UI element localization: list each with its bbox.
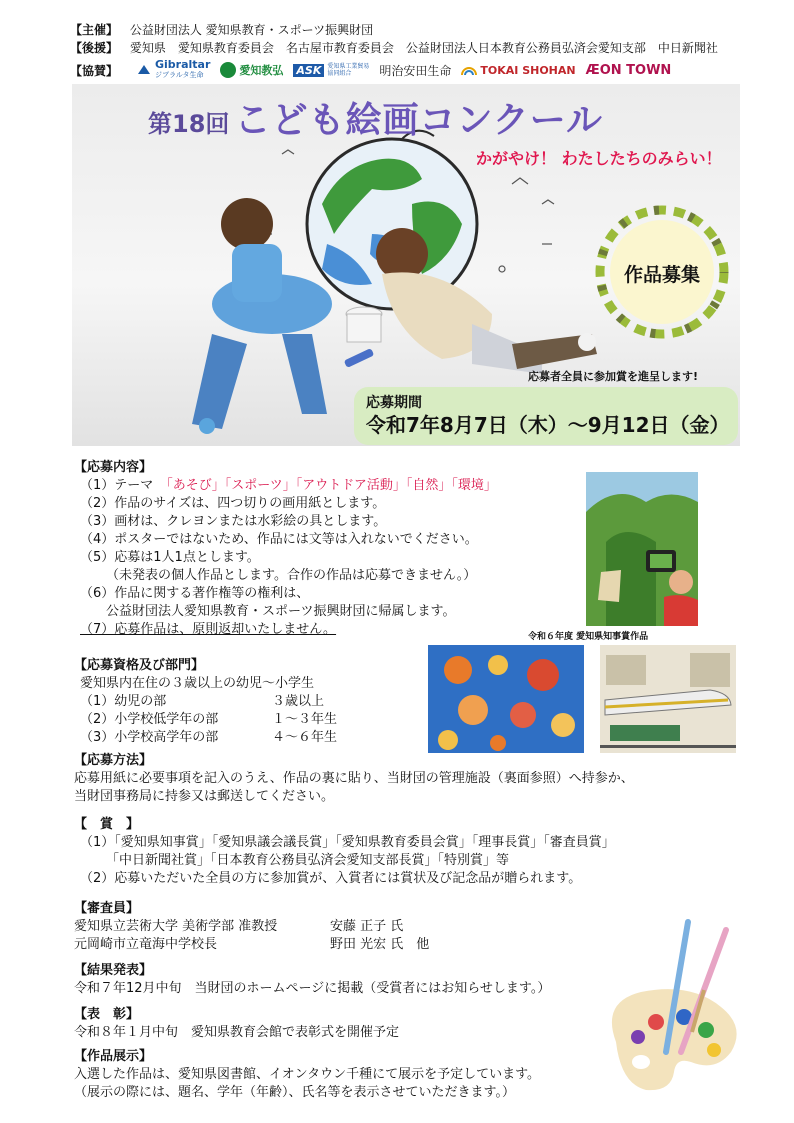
exhibition-line: 入選した作品は、愛知県図書館、イオンタウン千種にて展示を予定しています。 bbox=[74, 1067, 541, 1082]
judge-title: 愛知県立芸術大学 美術学部 准教授 bbox=[74, 919, 278, 934]
content-item: （7）応募作品は、原則返却いたしません。 bbox=[80, 622, 337, 637]
eligibility-row bbox=[74, 693, 337, 711]
dept-name: （3）小学校高学年の部 bbox=[80, 730, 219, 745]
judge-name: 野田 光宏 氏 他 bbox=[330, 937, 430, 952]
palette-illustration-icon bbox=[596, 912, 760, 1102]
hero-banner bbox=[72, 84, 740, 446]
dept-name: （1）幼児の部 bbox=[80, 694, 167, 709]
awards-heading: 【 賞 】 bbox=[74, 817, 140, 832]
entry-period-box bbox=[354, 387, 738, 445]
judge-row bbox=[74, 936, 429, 954]
judge-name: 安藤 正子 氏 bbox=[330, 919, 404, 934]
dept-age: １～３年生 bbox=[272, 712, 338, 727]
organizer-label: 【主催】 bbox=[70, 23, 119, 37]
results-heading: 【結果発表】 bbox=[74, 963, 153, 978]
kyoko-name: 愛知教弘 bbox=[239, 64, 284, 77]
content-item: （4）ポスターではないため、作品には文等は入れないでください。 bbox=[80, 532, 478, 547]
participation-notice: 応募者全員に参加賞を進呈します! bbox=[528, 370, 699, 383]
eligibility-row bbox=[74, 729, 337, 747]
awards-line: 「中日新聞社賞」「日本教育公務員弘済会愛知支部長賞」「特別賞」等 bbox=[106, 853, 510, 868]
section-method bbox=[74, 752, 634, 806]
supporter-row bbox=[70, 40, 718, 56]
page-title: こども絵画コンクール bbox=[234, 100, 604, 141]
ask-name: ASK bbox=[293, 64, 324, 77]
gibraltar-logo bbox=[136, 60, 210, 80]
supporter-label: 【後援】 bbox=[70, 41, 119, 55]
kyoko-logo bbox=[220, 62, 283, 78]
ask-sub: 愛知県工業貿易協同組合 bbox=[327, 63, 370, 77]
section-content bbox=[74, 459, 497, 639]
eligibility-heading: 【応募資格及び部門】 bbox=[74, 658, 205, 673]
kyoko-mark-icon bbox=[220, 62, 236, 78]
judges-heading: 【審査員】 bbox=[74, 901, 140, 916]
awards-line: （2）応募いただいた全員の方に参加賞が、入賞者には賞状及び記念品が贈られます。 bbox=[80, 871, 582, 886]
ceremony-text: 令和８年１月中旬 愛知県教育会館で表彰式を開催予定 bbox=[74, 1025, 400, 1040]
title-line bbox=[148, 92, 603, 143]
period-date: 令和7年8月7日（木）～9月12日（金） bbox=[366, 413, 730, 437]
section-exhibition bbox=[74, 1048, 540, 1102]
section-eligibility bbox=[74, 657, 337, 747]
meiji-yasuda-logo bbox=[379, 62, 451, 79]
judge-title: 元岡崎市立竜海中学校長 bbox=[74, 937, 218, 952]
artwork-train bbox=[600, 645, 736, 753]
method-line: 当財団事務局に持参又は郵送してください。 bbox=[74, 789, 335, 804]
content-theme bbox=[74, 477, 497, 495]
artwork-train-image bbox=[600, 645, 736, 753]
eligibility-intro: 愛知県内在住の３歳以上の幼児～小学生 bbox=[80, 676, 315, 691]
method-heading: 【応募方法】 bbox=[74, 753, 153, 768]
gibraltar-mark-icon bbox=[136, 62, 152, 78]
ceremony-heading: 【表 彰】 bbox=[74, 1007, 140, 1022]
organizer-name: 公益財団法人 愛知県教育・スポーツ振興財団 bbox=[129, 23, 374, 37]
section-ceremony bbox=[74, 1006, 399, 1042]
content-item: （2）作品のサイズは、四つ切りの画用紙とします。 bbox=[80, 496, 386, 511]
tokai-shohan-logo bbox=[461, 64, 575, 77]
content-item-note: （未発表の個人作品とします。合作の作品は応募できません。） bbox=[106, 568, 477, 583]
judge-row bbox=[74, 918, 429, 936]
content-item: （5）応募は1人1点とします。 bbox=[80, 550, 260, 565]
dept-name: （2）小学校低学年の部 bbox=[80, 712, 219, 727]
exhibition-line: （展示の際には、題名、学年（年齢）、氏名等を表示させていただきます。） bbox=[74, 1085, 515, 1100]
gibraltar-name: Gibraltar bbox=[155, 58, 211, 71]
method-line: 応募用紙に必要事項を記入のうえ、作品の裏に貼り、当財団の管理施設（裏面参照）へ持参か、 bbox=[74, 771, 634, 786]
organizer-row bbox=[70, 22, 373, 38]
content-item-note: 公益財団法人愛知県教育・スポーツ振興財団に帰属します。 bbox=[106, 604, 456, 619]
period-label: 応募期間 bbox=[366, 395, 422, 411]
badge-text: 作品募集 bbox=[623, 264, 700, 286]
section-awards bbox=[74, 816, 615, 888]
meiji-yasuda-name: 明治安田生命 bbox=[379, 63, 452, 78]
cosponsor-row bbox=[70, 57, 671, 83]
section-results bbox=[74, 962, 550, 998]
content-heading: 【応募内容】 bbox=[74, 460, 153, 475]
awards-line: （1）「愛知県知事賞」「愛知県議会議長賞」「愛知県教育委員会賞」「理事長賞」「審査員賞」 bbox=[80, 835, 615, 850]
theme-value: 「あそび」「スポーツ」「アウトドア活動」「自然」「環境」 bbox=[166, 478, 497, 493]
title-number: 第18回 bbox=[148, 110, 230, 138]
artwork-caption: 令和６年度 愛知県知事賞作品 bbox=[528, 632, 649, 642]
theme-prefix: （1）テーマ bbox=[80, 478, 167, 493]
exhibition-heading: 【作品展示】 bbox=[74, 1049, 153, 1064]
content-item: （3）画材は、クレヨンまたは水彩絵の具とします。 bbox=[80, 514, 387, 529]
child-girl-figure-icon bbox=[376, 228, 597, 374]
aeon-town-logo bbox=[586, 63, 672, 78]
section-judges bbox=[74, 900, 429, 954]
gibraltar-sub: ジブラルタ生命 bbox=[155, 71, 204, 79]
entry-badge bbox=[592, 202, 732, 342]
artwork-sea-image bbox=[428, 645, 584, 753]
artwork-sea bbox=[428, 645, 584, 753]
slogan: かがやけ！ わたしたちのみらい！ bbox=[476, 149, 722, 168]
tokai-shohan-name: TOKAI SHOHAN bbox=[480, 63, 576, 77]
aeon-town-name: ÆON TOWN bbox=[585, 62, 672, 78]
cosponsor-label: 【協賛】 bbox=[70, 63, 119, 78]
content-item: （6）作品に関する著作権等の権利は、 bbox=[80, 586, 310, 601]
artwork-governor-prize bbox=[586, 472, 698, 626]
results-text: 令和７年12月中旬 当財団のホームページに掲載（受賞者にはお知らせします。） bbox=[74, 981, 551, 996]
tokai-shohan-mark-icon bbox=[461, 64, 477, 76]
dept-age: ３歳以上 bbox=[272, 694, 325, 709]
eligibility-row bbox=[74, 711, 337, 729]
artwork-forest-image bbox=[586, 472, 698, 626]
dept-age: ４～６年生 bbox=[272, 730, 338, 745]
supporter-names: 愛知県 愛知県教育委員会 名古屋市教育委員会 公益財団法人日本教育公務員弘済会愛知支部 中日新聞社 bbox=[129, 41, 718, 55]
ask-logo bbox=[293, 63, 369, 77]
